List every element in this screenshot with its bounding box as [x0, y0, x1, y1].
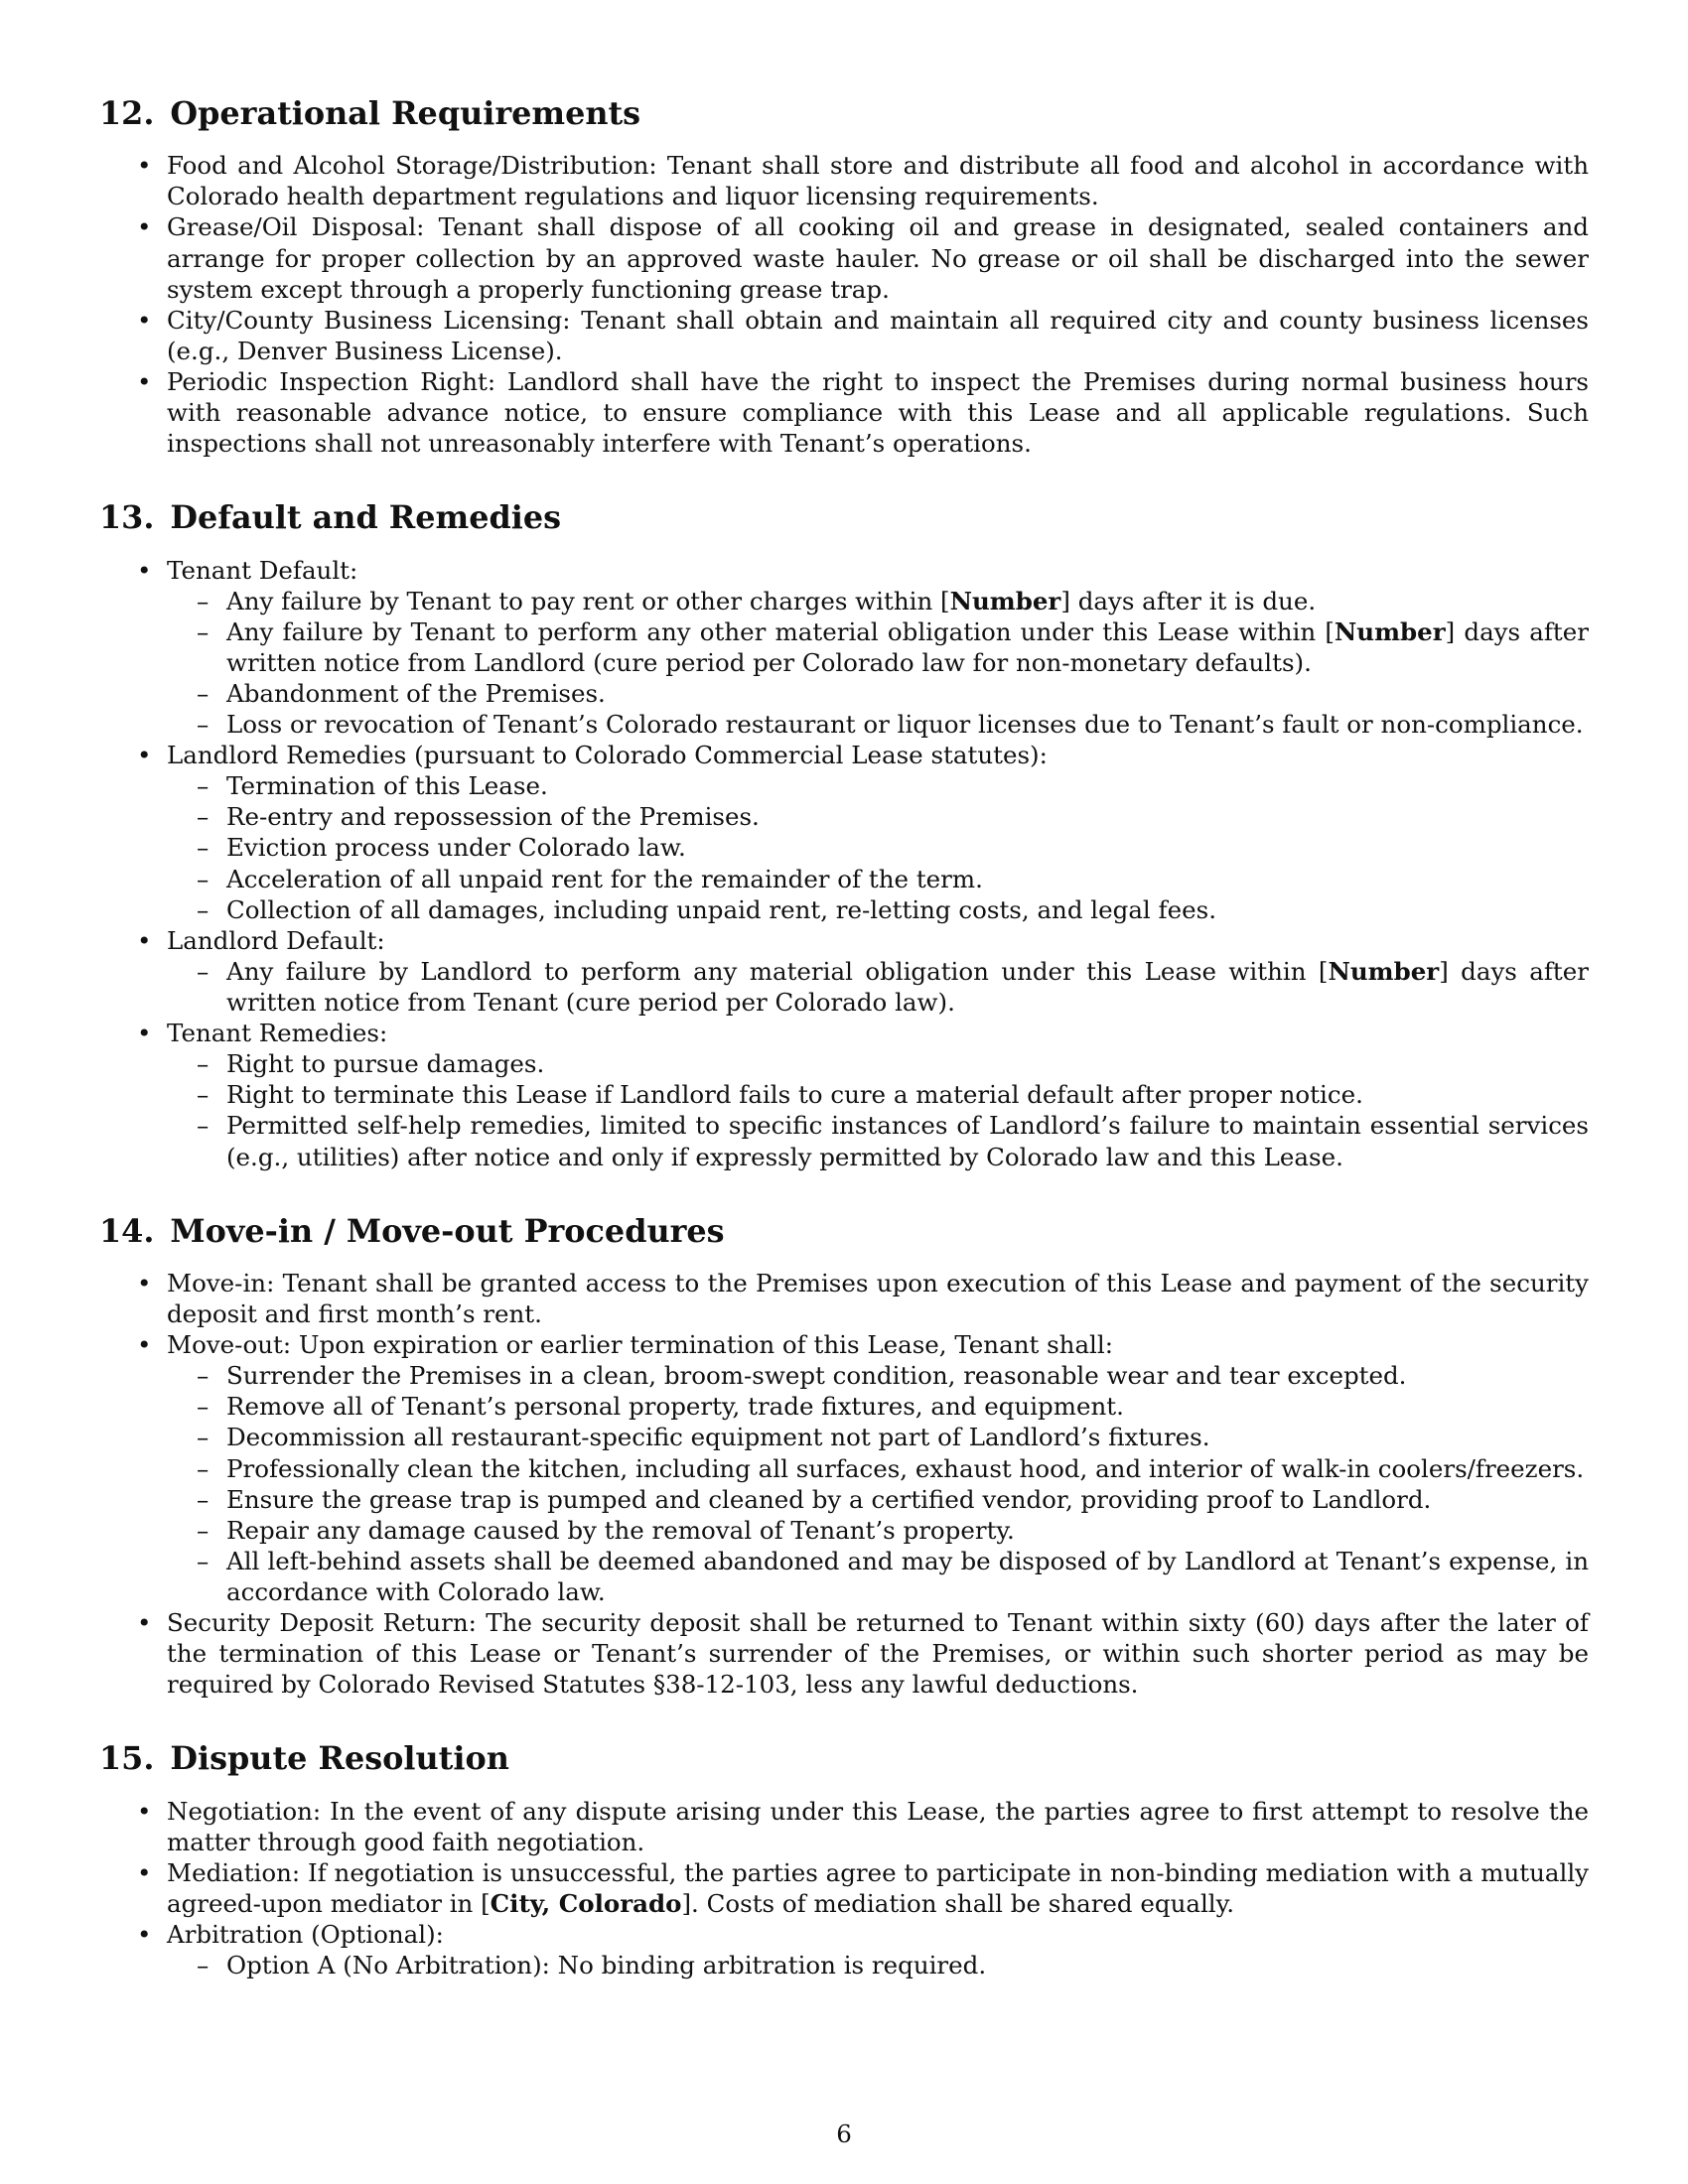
text-run: Move-in: Tenant shall be granted access to the Premises upon execution of this Lease and payment of the security deposit and first month’s rent.: [167, 1268, 1589, 1328]
text-run: Acceleration of all unpaid rent for the remainder of the term.: [226, 864, 983, 893]
list-item: [99, 925, 1589, 1018]
bullet-list: [99, 1268, 1589, 1701]
sub-list: [167, 1048, 1589, 1171]
sub-list: [167, 1360, 1589, 1607]
placeholder-field: Number: [1328, 956, 1440, 986]
list-item: [99, 740, 1589, 925]
sub-list-item: [167, 1484, 1589, 1515]
text-run: Any failure by Tenant to perform any other material obligation under this Lease within [: [226, 616, 1335, 646]
text-run: Ensure the grease trap is pumped and cleaned by a certified vendor, providing proof to Landlord.: [226, 1484, 1432, 1514]
sub-list: [167, 1950, 1589, 1980]
sections-container: [99, 94, 1589, 1980]
bullet-list: [99, 150, 1589, 459]
placeholder-field: Number: [1334, 616, 1446, 646]
text-run: Remove all of Tenant’s personal property, trade fixtures, and equipment.: [226, 1392, 1124, 1422]
list-item: [99, 1268, 1589, 1329]
list-item: [99, 555, 1589, 741]
text-run: Food and Alcohol Storage/Distribution: Tenant shall store and distribute all food and alcohol in accordance with Colorado health department regulations and liquor licensing requirements.: [167, 151, 1589, 211]
sub-list-item: [167, 1391, 1589, 1422]
text-run: Eviction process under Colorado law.: [226, 833, 686, 863]
text-run: ] days after it is due.: [1060, 586, 1317, 615]
sub-list-item: [167, 709, 1589, 740]
sub-list-item: [167, 678, 1589, 709]
section-number: 15.: [99, 1739, 155, 1778]
sub-list: [167, 586, 1589, 741]
sub-list-item: [167, 1079, 1589, 1110]
sub-list-item: [167, 956, 1589, 1018]
section-heading: [99, 1739, 1589, 1777]
list-item: [99, 1329, 1589, 1607]
sub-list-item: [167, 1048, 1589, 1079]
sub-list: [167, 770, 1589, 925]
page-number: 6: [836, 2118, 852, 2148]
list-item: [99, 1018, 1589, 1172]
section-title: Operational Requirements: [170, 94, 641, 132]
sub-list-item: [167, 832, 1589, 863]
section-number: 12.: [99, 94, 155, 132]
section-title: Move-in / Move-out Procedures: [170, 1211, 725, 1250]
section-heading: [99, 94, 1589, 132]
text-run: Any failure by Landlord to perform any material obligation under this Lease within [: [226, 956, 1329, 986]
text-run: Loss or revocation of Tenant’s Colorado restaurant or liquor licenses due to Tenant’s fault or non-compliance.: [226, 710, 1584, 740]
sub-list-item: [167, 1453, 1589, 1484]
section-title: Dispute Resolution: [170, 1739, 509, 1778]
sub-list-item: [167, 1110, 1589, 1171]
sub-list-item: [167, 1546, 1589, 1607]
text-run: Arbitration (Optional):: [167, 1920, 444, 1950]
text-run: Decommission all restaurant-specific equipment not part of Landlord’s fixtures.: [226, 1423, 1210, 1452]
section-title: Default and Remedies: [170, 498, 562, 537]
bullet-list: [99, 1796, 1589, 1981]
placeholder-field: City, Colorado: [490, 1888, 682, 1918]
text-run: ] days after written notice from Tenant (cure period per Colorado law).: [226, 956, 1589, 1018]
section-number: 13.: [99, 498, 155, 537]
text-run: Landlord Remedies (pursuant to Colorado Commercial Lease statutes):: [167, 741, 1048, 770]
list-item: [99, 211, 1589, 304]
section-15: [99, 1739, 1589, 1980]
sub-list-item: [167, 1360, 1589, 1391]
text-run: Professionally clean the kitchen, including all surfaces, exhaust hood, and interior of walk-in coolers/freezers.: [226, 1453, 1585, 1483]
text-run: Negotiation: In the event of any dispute arising under this Lease, the parties agree to first attempt to resolve the matter through good faith negotiation.: [167, 1796, 1589, 1856]
placeholder-field: Number: [949, 586, 1061, 615]
text-run: Move-out: Upon expiration or earlier termination of this Lease, Tenant shall:: [167, 1330, 1113, 1360]
sub-list-item: [167, 801, 1589, 832]
section-heading: [99, 1212, 1589, 1250]
text-run: All left-behind assets shall be deemed abandoned and may be disposed of by Landlord at Tenant’s expense, in accordance with Colorado law.: [226, 1546, 1589, 1606]
text-run: Periodic Inspection Right: Landlord shall have the right to inspect the Premises during normal business hours with reasonable advance notice, to ensure compliance with this Lease and all applicable regulations. Such inspections shall not unreasonably interfere with Tenant’s operations.: [167, 366, 1589, 459]
text-run: Collection of all damages, including unpaid rent, re-letting costs, and legal fees.: [226, 894, 1216, 924]
text-run: Security Deposit Return: The security deposit shall be returned to Tenant within sixty (60) days after the later of the termination of this Lease or Tenant’s surrender of the Premises, or within such shorter period as may be required by Colorado Revised Statutes §38-12-103, less any lawful deductions.: [167, 1608, 1589, 1700]
text-run: Re-entry and repossession of the Premises.: [226, 802, 760, 832]
sub-list-item: [167, 616, 1589, 678]
sub-list-item: [167, 1515, 1589, 1546]
text-run: Tenant Remedies:: [167, 1019, 388, 1048]
sub-list-item: [167, 864, 1589, 894]
text-run: Permitted self-help remedies, limited to specific instances of Landlord’s failure to maintain essential services (e.g., utilities) after notice and only if expressly permitted by Colorado law and this Lease.: [226, 1111, 1589, 1171]
text-run: Termination of this Lease.: [226, 771, 548, 801]
text-run: Surrender the Premises in a clean, broom-swept condition, reasonable wear and tear excepted.: [226, 1361, 1407, 1391]
sub-list-item: [167, 1422, 1589, 1452]
text-run: Any failure by Tenant to pay rent or other charges within [: [226, 586, 950, 615]
list-item: [99, 305, 1589, 366]
section-12: [99, 94, 1589, 459]
text-run: Abandonment of the Premises.: [226, 678, 606, 708]
sub-list: [167, 956, 1589, 1018]
section-14: [99, 1212, 1589, 1701]
text-run: ]. Costs of mediation shall be shared equally.: [681, 1888, 1234, 1918]
section-heading: [99, 498, 1589, 536]
sub-list-item: [167, 1950, 1589, 1980]
list-item: [99, 366, 1589, 459]
bullet-list: [99, 555, 1589, 1172]
list-item: [99, 1919, 1589, 1980]
text-run: Right to terminate this Lease if Landlord fails to cure a material default after proper notice.: [226, 1080, 1363, 1110]
list-item: [99, 1607, 1589, 1700]
text-run: Landlord Default:: [167, 925, 385, 955]
section-number: 14.: [99, 1211, 155, 1250]
text-run: ] days after written notice from Landlord (cure period per Colorado law for non-monetary defaults).: [226, 616, 1589, 677]
list-item: [99, 1796, 1589, 1857]
list-item: [99, 1857, 1589, 1919]
text-run: Grease/Oil Disposal: Tenant shall dispose of all cooking oil and grease in designated, sealed containers and arrange for proper collection by an approved waste hauler. No grease or oil shall be discharged into the sewer system except through a properly functioning grease trap.: [167, 212, 1589, 304]
sub-list-item: [167, 894, 1589, 925]
text-run: Option A (No Arbitration): No binding arbitration is required.: [226, 1951, 987, 1980]
text-run: Right to pursue damages.: [226, 1049, 545, 1079]
text-run: City/County Business Licensing: Tenant shall obtain and maintain all required city and county business licenses (e.g., Denver Business License).: [167, 305, 1589, 365]
sub-list-item: [167, 770, 1589, 801]
text-run: Repair any damage caused by the removal of Tenant’s property.: [226, 1515, 1015, 1545]
list-item: [99, 150, 1589, 211]
sub-list-item: [167, 586, 1589, 616]
text-run: Mediation: If negotiation is unsuccessful, the parties agree to participate in non-binding mediation with a mutually agreed-upon mediator in [: [167, 1857, 1589, 1918]
text-run: Tenant Default:: [167, 555, 358, 585]
section-13: [99, 498, 1589, 1171]
